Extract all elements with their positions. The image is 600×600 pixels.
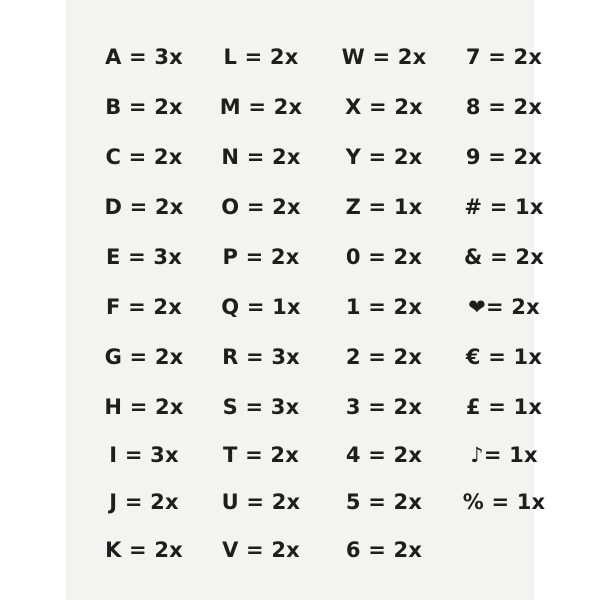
multiplier-entry: U = 2x xyxy=(221,490,301,514)
multiplier-entry: E = 3x xyxy=(106,245,182,269)
multiplier-entry: C = 2x xyxy=(105,145,183,169)
multiplier-entry: Y = 2x xyxy=(345,145,423,169)
multiplier-entry: W = 2x xyxy=(341,45,427,69)
multiplier-entry: N = 2x xyxy=(221,145,301,169)
multiplier-entry: M = 2x xyxy=(219,95,303,119)
multiplier-entry: P = 2x xyxy=(222,245,300,269)
multiplier-entry: B = 2x xyxy=(105,95,183,119)
multiplier-entry: D = 2x xyxy=(104,195,184,219)
multiplier-entry: 7 = 2x xyxy=(465,45,543,69)
multiplier-entry: 3 = 2x xyxy=(345,395,423,419)
multiplier-entry: V = 2x xyxy=(222,538,300,562)
multiplier-entry: 4 = 2x xyxy=(345,443,423,467)
multiplier-entry: 2 = 2x xyxy=(345,345,423,369)
multiplier-entry: £ = 1x xyxy=(465,395,543,419)
multiplier-entry: K = 2x xyxy=(105,538,183,562)
multiplier-entry: G = 2x xyxy=(104,345,184,369)
multiplier-entry: S = 3x xyxy=(222,395,300,419)
multiplier-entry: R = 3x xyxy=(222,345,300,369)
multiplier-entry: € = 1x xyxy=(465,345,543,369)
multiplier-entry: F = 2x xyxy=(106,295,182,319)
multiplier-entry: I = 3x xyxy=(109,443,179,467)
multiplier-entry: & = 2x xyxy=(464,245,544,269)
multiplier-entry: ❤= 2x xyxy=(468,295,540,319)
multiplier-entry: L = 2x xyxy=(223,45,299,69)
column-4 xyxy=(434,0,574,600)
multiplier-entry: H = 2x xyxy=(104,395,184,419)
multiplier-entry: X = 2x xyxy=(345,95,423,119)
multiplier-entry: A = 3x xyxy=(105,45,183,69)
multiplier-entry: J = 2x xyxy=(109,490,179,514)
multiplier-entry: O = 2x xyxy=(221,195,301,219)
multiplier-entry: Z = 1x xyxy=(345,195,423,219)
multiplier-entry: # = 1x xyxy=(464,195,544,219)
multiplier-entry: ♪= 1x xyxy=(470,443,538,467)
multiplier-entry: T = 2x xyxy=(223,443,299,467)
column-3 xyxy=(314,0,454,600)
multiplier-entry: 5 = 2x xyxy=(345,490,423,514)
page xyxy=(66,0,546,600)
multiplier-entry: % = 1x xyxy=(462,490,546,514)
multiplier-entry: 6 = 2x xyxy=(345,538,423,562)
column-2 xyxy=(191,0,331,600)
multiplier-entry: 1 = 2x xyxy=(345,295,423,319)
multiplier-entry: 8 = 2x xyxy=(465,95,543,119)
multiplier-entry: 0 = 2x xyxy=(345,245,423,269)
multiplier-entry: Q = 1x xyxy=(221,295,301,319)
multiplier-entry: 9 = 2x xyxy=(465,145,543,169)
